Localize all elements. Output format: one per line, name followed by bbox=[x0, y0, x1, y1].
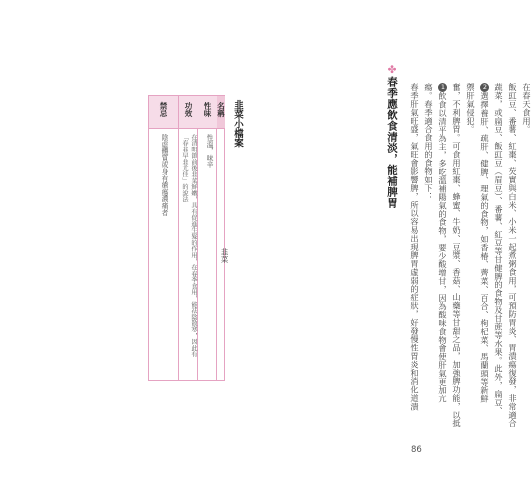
profile-title: 韭菜小檔案 bbox=[232, 100, 243, 148]
list-item-2: 2選擇養肝、疏肝、健脾、理氣的食物，如香椿、薺菜、百合、枸杞菜、馬蘭頭等新鮮 bbox=[480, 83, 490, 403]
section-title bbox=[385, 64, 400, 209]
row-name-header bbox=[217, 96, 225, 129]
number-badge-1: 1 bbox=[439, 83, 447, 92]
row-function bbox=[178, 96, 198, 380]
value-taboo: 陰虛體質或身有瘡瘍濃痛者 bbox=[160, 134, 168, 216]
paragraph-line: 春季肝氣旺盛，氣旺會影響脾，所以容易出現脾胃虛弱的症狀，好發慢性胃炎和消化道潰 bbox=[410, 83, 420, 411]
row-name bbox=[216, 96, 225, 380]
flower-bullet-icon: ✤ bbox=[386, 64, 398, 77]
paragraph-line: 蔬菜，或扁豆、飯豇豆（眉豆）、番薯、紅豆等甘健脾的食物及甘蔗等水果。此外，扁豆、 bbox=[494, 83, 504, 415]
row-taboo bbox=[149, 96, 178, 380]
paragraph-line: 在春天食用。 bbox=[522, 83, 532, 134]
row-taboo-header bbox=[149, 96, 178, 129]
label-function: 功效 bbox=[184, 102, 193, 117]
section-title-text: 春季應飲食清淡，能補脾胃 bbox=[386, 76, 398, 209]
number-badge-2: 2 bbox=[481, 83, 489, 92]
value-function-line1: 在清明節前後韭菜鮮嫩，具有促進生髮的作用，在春季食用，能祛陰散寒，因此有 bbox=[190, 134, 197, 358]
label-flavor: 性味 bbox=[203, 102, 212, 117]
value-function-line2: 「春韭早韭尤佳」的說法 bbox=[181, 134, 188, 203]
paragraph-line: 奮，不利脾胃。可食用紅棗、蜂蜜、牛奶、豆漿、香菇、山藥等甘甜之品，加強脾功能，以抵 bbox=[452, 83, 462, 428]
row-flavor-header bbox=[198, 96, 217, 129]
paragraph-line: 瘍。春季適合食用的食物如下： bbox=[424, 83, 434, 201]
row-flavor bbox=[197, 96, 217, 380]
list-item-1: 1飲食以清平為主，多吃溫補陽氣的食物，要少酸增甘，因為酸味食物會使肝氣更加亢 bbox=[438, 83, 448, 403]
label-taboo: 禁忌 bbox=[159, 102, 168, 117]
value-flavor: 性溫，味辛 bbox=[205, 134, 213, 168]
paragraph-line: 禦肝氣侵犯。 bbox=[466, 83, 476, 134]
label-name: 名稱 bbox=[216, 102, 226, 117]
page-number: 86 bbox=[411, 445, 422, 455]
row-function-header bbox=[179, 96, 198, 129]
paragraph-line: 飯豇豆、番薯、紅棗、芡實與白米、小米一起煮粥食用，可預防胃炎、胃潰瘍復發，非常適合 bbox=[508, 83, 518, 428]
profile-table bbox=[148, 95, 225, 381]
value-name: 韭菜 bbox=[220, 248, 229, 263]
